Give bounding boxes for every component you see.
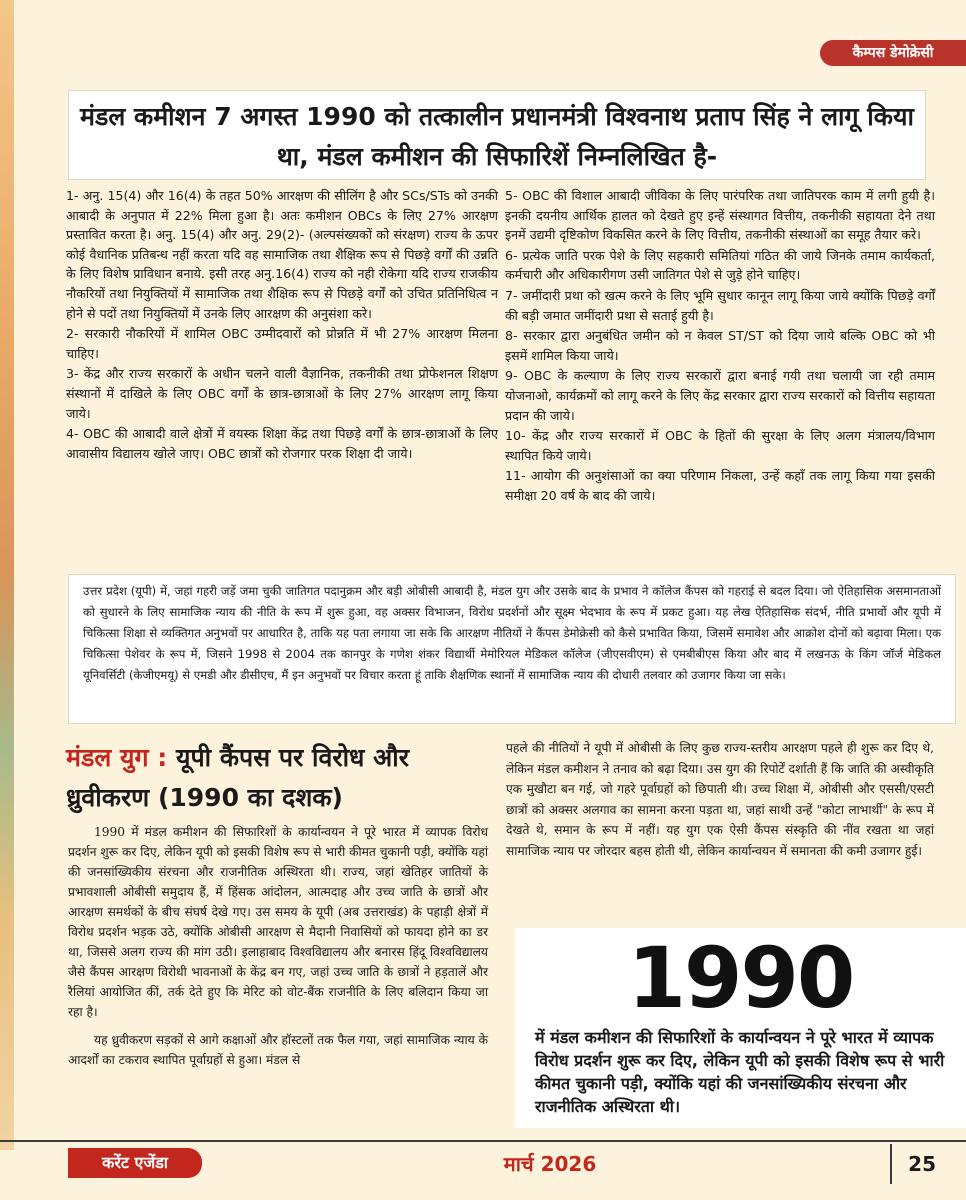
- section-heading-highlight: मंडल युग :: [66, 743, 168, 772]
- article-title: मंडल कमीशन 7 अगस्त 1990 को तत्कालीन प्रधानमंत्री विश्वनाथ प्रताप सिंह ने लागू किया था, मंडल कमीशन की सिफारिशें निम्नलिखित है-: [68, 90, 926, 180]
- recommendation-item: 4- OBC की आबादी वाले क्षेत्रों में वयस्क शिक्षा केंद्र तथा पिछड़े वर्गों के छात्र-छात्राओं के लिए आवासीय विद्यालय खोले जाए। OBC छात्रों को रोजगार परक शिक्षा दी जाये।: [66, 426, 498, 461]
- page-number: 25: [908, 1152, 936, 1176]
- footer-rule: [0, 1140, 966, 1142]
- recommendation-item: 8- सरकार द्वारा अनुबंधित जमीन को न केवल ST/ST को दिया जाये बल्कि OBC को भी इसमें शामिल किया जाये।: [505, 328, 935, 363]
- magazine-name: करेंट एजेंडा: [68, 1148, 202, 1178]
- issue-date: मार्च 2026: [503, 1152, 597, 1176]
- recommendation-item: 9- OBC के कल्याण के लिए राज्य सरकारों द्वारा बनाई गयी तथा चलायी जा रही तमाम योजनाओ, कार्यक्रमों को लागू करने के लिए केंद्र सरकार द्वारा राज्य सरकारों को वित्तीय सहायता प्रदान की जाये।: [505, 368, 935, 423]
- intro-box: उत्तर प्रदेश (यूपी) में, जहां गहरी जड़ें जमा चुकी जातिगत पदानुक्रम और बड़ी ओबीसी आबादी है, मंडल युग और उसके बाद के प्रभाव ने कॉलेज कैंपस को गहराई से बदल दिया। जो ऐतिहासिक असमानताओं को सुधारने के लिए सामाजिक न्याय की नीति के रूप में शुरू हुआ, वह अक्सर विभाजन, विरोध प्रदर्शनों और सूक्ष्म भेदभाव के रूप में प्रकट हुआ। यह लेख ऐतिहासिक संदर्भ, नीति प्रभावों और यूपी में चिकित्सा शिक्षा से व्यक्तिगत अनुभवों पर आधारित है, ताकि यह पता लगाया जा सके कि आरक्षण नीतियों ने कैंपस डेमोक्रेसी को कैसे प्रभावित किया, जिसमें समावेश और आक्रोश दोनों को बढ़ावा मिला। एक चिकित्सा पेशेवर के रूप में, जिसने 1998 से 2004 तक कानपुर के गणेश शंकर विद्यार्थी मेमोरियल मेडिकल कॉलेज (जीएसवीएम) से एमबीबीएस किया और बाद में लखनऊ के किंग जॉर्ज मेडिकल यूनिवर्सिटी (केजीएमयू) से एमडी और डीसीएच, मैं इन अनुभवों पर विचार करता हूं ताकि शैक्षणिक स्थानों में सामाजिक न्याय की दोधारी तलवार को उजागर किया जा सके।: [68, 574, 956, 724]
- recommendation-item: 5- OBC की विशाल आबादी जीविका के लिए पारंपरिक तथा जातिपरक काम में लगी हुयी है। इनकी दयनीय आर्थिक हालत को देखते हुए इन्हें संस्थागत वित्तीय, तकनीकी सहायता देने तथा इनमें उद्यमी दृष्टिकोण विकसित करने के लिए वित्तीय, तकनीकी संस्थाओं का समूह तैयार करे।: [505, 188, 935, 243]
- recommendation-item: 11- आयोग की अनुशंसाओं का क्या परिणाम निकला, उन्हें कहाँ तक लागू किया गया इसकी समीक्षा 20 वर्ष के बाद की जाये।: [505, 468, 935, 503]
- page-footer: [0, 1140, 966, 1200]
- section-heading: [66, 738, 486, 818]
- recommendation-item: 2- सरकारी नौकरियों में शामिल OBC उम्मीदवारों को प्रोन्नति में भी 27% आरक्षण मिलना चाहिए।: [66, 326, 498, 361]
- body-left-column: [68, 822, 488, 1078]
- page-number-divider: [890, 1144, 892, 1184]
- left-edge-image-strip: [0, 0, 14, 1150]
- body-paragraph: 1990 में मंडल कमीशन की सिफारिशों के कार्यान्वयन ने पूरे भारत में व्यापक विरोध प्रदर्शन शुरू कर दिए, लेकिन यूपी को इसकी विशेष रूप से भारी कीमत चुकानी पड़ी, क्योंकि यहां की जनसांख्यिकीय संरचना और राजनीतिक अस्थिरता थी। राज्य, जहां खेतिहर जातियों के प्रभावशाली ओबीसी समुदाय हैं, में हिंसक आंदोलन, आत्मदाह और उच्च जाति के छात्रों और आरक्षण समर्थकों के बीच संघर्ष देखे गए। उस समय के यूपी (अब उत्तराखंड) के पहाड़ी क्षेत्रों में विरोध प्रदर्शन भड़क उठे, क्योंकि ओबीसी आरक्षण से मैदानी निवासियों को फायदा होने का डर था, जिससे अलग राज्य की मांग उठी। इलाहाबाद विश्वविद्यालय और बनारस हिंदू विश्वविद्यालय जैसे कैंपस आरक्षण विरोधी भावनाओं के केंद्र बन गए, जहां उच्च जाति के छात्रों ने हड़तालें और रैलियां आयोजित कीं, तर्क देते हुए कि मेरिट को वोट-बैंक राजनीति के लिए बलिदान किया जा रहा है।: [68, 825, 488, 1019]
- recommendations-left-column: [66, 186, 498, 464]
- recommendation-item: 1- अनु. 15(4) और 16(4) के तहत 50% आरक्षण की सीलिंग है और SCs/STs को उनकी आबादी के अनुपात में 22% मिला हुआ है। अतः कमीशन OBCs के लिए 27% आरक्षण प्रस्तावित करता है। अनु. 15(4) और अनु. 29(2)- (अल्पसंख्यकों को संरक्षण) राज्य के ऊपर कोई वैधानिक प्रतिबन्ध नहीं करता यदि वह सामाजिक तथा शैक्षिक रूप से पिछड़े वर्गों की उन्नति के लिए विशेष प्राविधान बनाये. इसी तरह अनु.16(4) राज्य को नही रोकेगा यदि राज्य राजकीय नौकरियों तथा नियुक्तियों में सामाजिक तथा शैक्षिक रूप से पिछड़े वर्गों को उचित प्रतिनिधित्व न होने से पदों तथा नियुक्तियों में उनके लिए आरक्षण की अनुसंशा करे।: [66, 188, 498, 321]
- recommendation-item: 3- केंद्र और राज्य सरकारों के अधीन चलने वाली वैज्ञानिक, तकनीकी तथा प्रोफेशनल शिक्षण संस्थानों में दाखिले के लिए OBC वर्गों के छात्र-छात्राओं के लिए 27% आरक्षण लागू किया जाये।: [66, 366, 498, 421]
- section-tag: कैम्पस डेमोक्रेसी: [820, 40, 966, 66]
- body-right-column: पहले की नीतियों ने यूपी में ओबीसी के लिए कुछ राज्य-स्तरीय आरक्षण पहले ही शुरू कर दिए थे, लेकिन मंडल कमीशन ने तनाव को बढ़ा दिया। उस युग की रिपोर्टें दर्शाती हैं कि जाति की अस्वीकृति एक मुखौटा बन गई, जो गहरे पूर्वाग्रहों को छिपाती थी। उच्च शिक्षा में, ओबीसी और एससी/एसटी छात्रों को अक्सर अलगाव का सामना करना पड़ता था, जहां साथी उन्हें "कोटा लाभार्थी" के रूप में देखते थे, समान के रूप में नहीं। यह युग एक ऐसी कैंपस संस्कृति की नींव रखता था जहां सामाजिक न्याय पर जोरदार बहस होती थी, लेकिन कार्यान्वयन में समानता की कमी उजागर हुई।: [506, 741, 934, 858]
- recommendation-item: 6- प्रत्येक जाति परक पेशे के लिए सहकारी समितियां गठित की जाये जिनके तमाम कार्यकर्ता, कर्मचारी और अधिकारीगण उसी जातिगत पेशे से जुड़े होने चाहिए।: [505, 247, 935, 283]
- recommendations-right-column: [505, 186, 935, 507]
- highlight-box: [515, 928, 966, 1128]
- recommendation-item: 10- केंद्र और राज्य सरकारों में OBC के हितों की सुरक्षा के लिए अलग मंत्रालय/विभाग स्थापित किये जाये।: [505, 428, 935, 463]
- highlight-text: में मंडल कमीशन की सिफारिशों के कार्यान्वयन ने पूरे भारत में व्यापक विरोध प्रदर्शन शुरू कर दिए, लेकिन यूपी को इसकी विशेष रूप से भारी कीमत चुकानी पड़ी, क्योंकि यहां की जनसांख्यिकीय संरचना और राजनीतिक अस्थिरता थी।: [535, 1028, 945, 1116]
- body-paragraph: यह ध्रुवीकरण सड़कों से आगे कक्षाओं और हॉस्टलों तक फैल गया, जहां सामाजिक न्याय के आदर्शों का टकराव स्थापित पूर्वाग्रहों से हुआ। मंडल से: [68, 1033, 488, 1067]
- recommendation-item: 7- जमींदारी प्रथा को खत्म करने के लिए भूमि सुधार कानून लागू किया जाये क्योंकि पिछड़े वर्गों की बड़ी जमात जमींदारी प्रथा से सताई हुयी है।: [505, 287, 935, 323]
- section-heading-text: यूपी कैंपस पर विरोध और ध्रुवीकरण (1990 का दशक): [66, 743, 409, 812]
- highlight-year: 1990: [627, 929, 854, 1027]
